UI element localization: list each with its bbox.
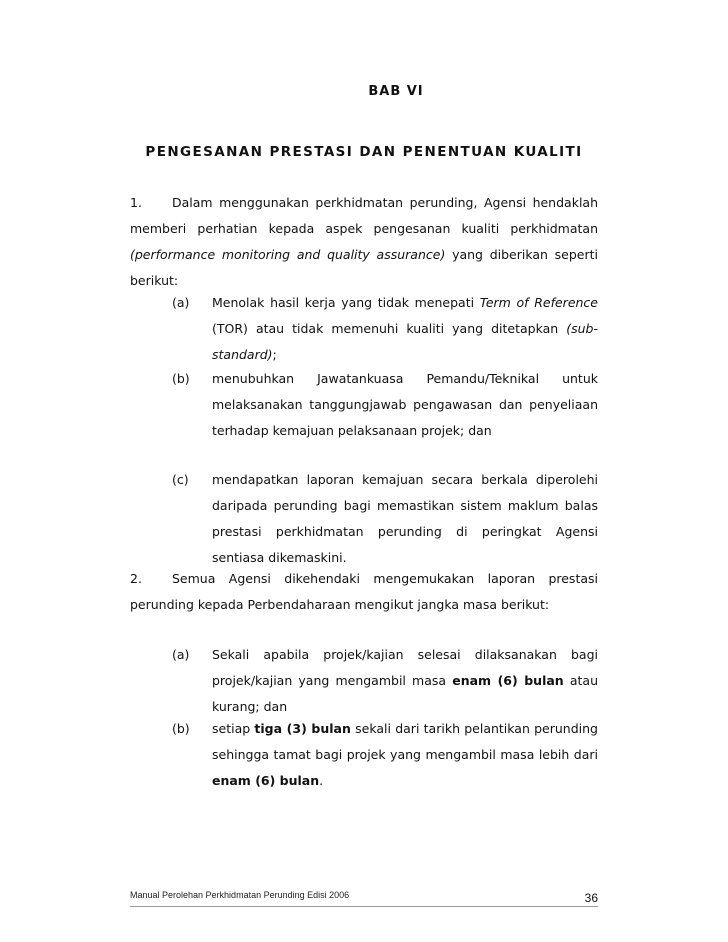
- list-item-label: (b): [172, 721, 190, 736]
- item-text-part: (TOR) atau tidak memenuhi kualiti yang ditetapkan: [212, 321, 559, 336]
- item-text-part: atau kurang; dan: [212, 673, 598, 714]
- list-item: [130, 716, 598, 794]
- paragraph-italic-text: (performance monitoring and quality assurance): [130, 247, 446, 262]
- list-item-text: [212, 642, 598, 720]
- footer-divider: [130, 906, 598, 907]
- chapter-heading: BAB VI: [368, 84, 424, 99]
- item-text-part: .: [319, 773, 324, 788]
- item-text-part: ;: [272, 347, 277, 362]
- item-italic-text: Term of Reference: [479, 295, 598, 310]
- list-item-text: mendapatkan laporan kemajuan secara berkala diperolehi daripada perunding bagi memastikan sistem maklum balas prestasi perkhidmatan perunding di peringkat Agensi sentiasa dikemaskini.: [212, 472, 598, 565]
- list-item-text: [212, 716, 598, 794]
- list-item-text: [212, 290, 598, 368]
- paragraph-1: [130, 190, 598, 294]
- paragraph-number: 1.: [130, 195, 142, 210]
- paragraph-2: [130, 566, 598, 618]
- list-item-label: (b): [172, 371, 190, 386]
- item-bold-text: enam (6) bulan: [452, 673, 564, 688]
- item-text-part: Sekali apabila projek/kajian selesai dilaksanakan bagi projek/kajian yang mengambil masa: [212, 647, 598, 688]
- item-bold-text: enam (6) bulan: [212, 773, 320, 788]
- list-item-label: (a): [172, 295, 190, 310]
- list-item-label: (a): [172, 647, 190, 662]
- list-item: [130, 290, 598, 368]
- item-text-part: Menolak hasil kerja yang tidak menepati: [212, 295, 475, 310]
- item-italic-text: (sub-standard): [212, 321, 598, 362]
- list-item-text: menubuhkan Jawatankuasa Pemandu/Teknikal untuk melaksanakan tanggungjawab pengawasan dan penyeliaan terhadap kemajuan pelaksanaan projek; dan: [212, 371, 598, 438]
- list-item: [130, 467, 598, 571]
- chapter-title: PENGESANAN PRESTASI DAN PENENTUAN KUALITI: [145, 144, 583, 160]
- page-number: 36: [584, 891, 598, 905]
- footer-manual-title: Manual Perolehan Perkhidmatan Perunding Edisi 2006: [130, 890, 350, 900]
- item-bold-text: tiga (3) bulan: [254, 721, 351, 736]
- list-item: [130, 642, 598, 720]
- paragraph-number: 2.: [130, 571, 142, 586]
- item-text-part: sekali dari tarikh pelantikan perunding sehingga tamat bagi projek yang mengambil masa lebih dari: [212, 721, 598, 762]
- paragraph-text-end: yang diberikan seperti berikut:: [130, 247, 599, 288]
- list-item: [130, 366, 598, 444]
- paragraph-text: Semua Agensi dikehendaki mengemukakan laporan prestasi perunding kepada Perbendaharaan mengikut jangka masa berikut:: [130, 571, 598, 612]
- list-item-label: (c): [172, 472, 189, 487]
- paragraph-text: Dalam menggunakan perkhidmatan perunding, Agensi hendaklah memberi perhatian kepada aspek pengesanan kualiti perkhidmatan: [130, 195, 598, 236]
- item-text-part: setiap: [212, 721, 251, 736]
